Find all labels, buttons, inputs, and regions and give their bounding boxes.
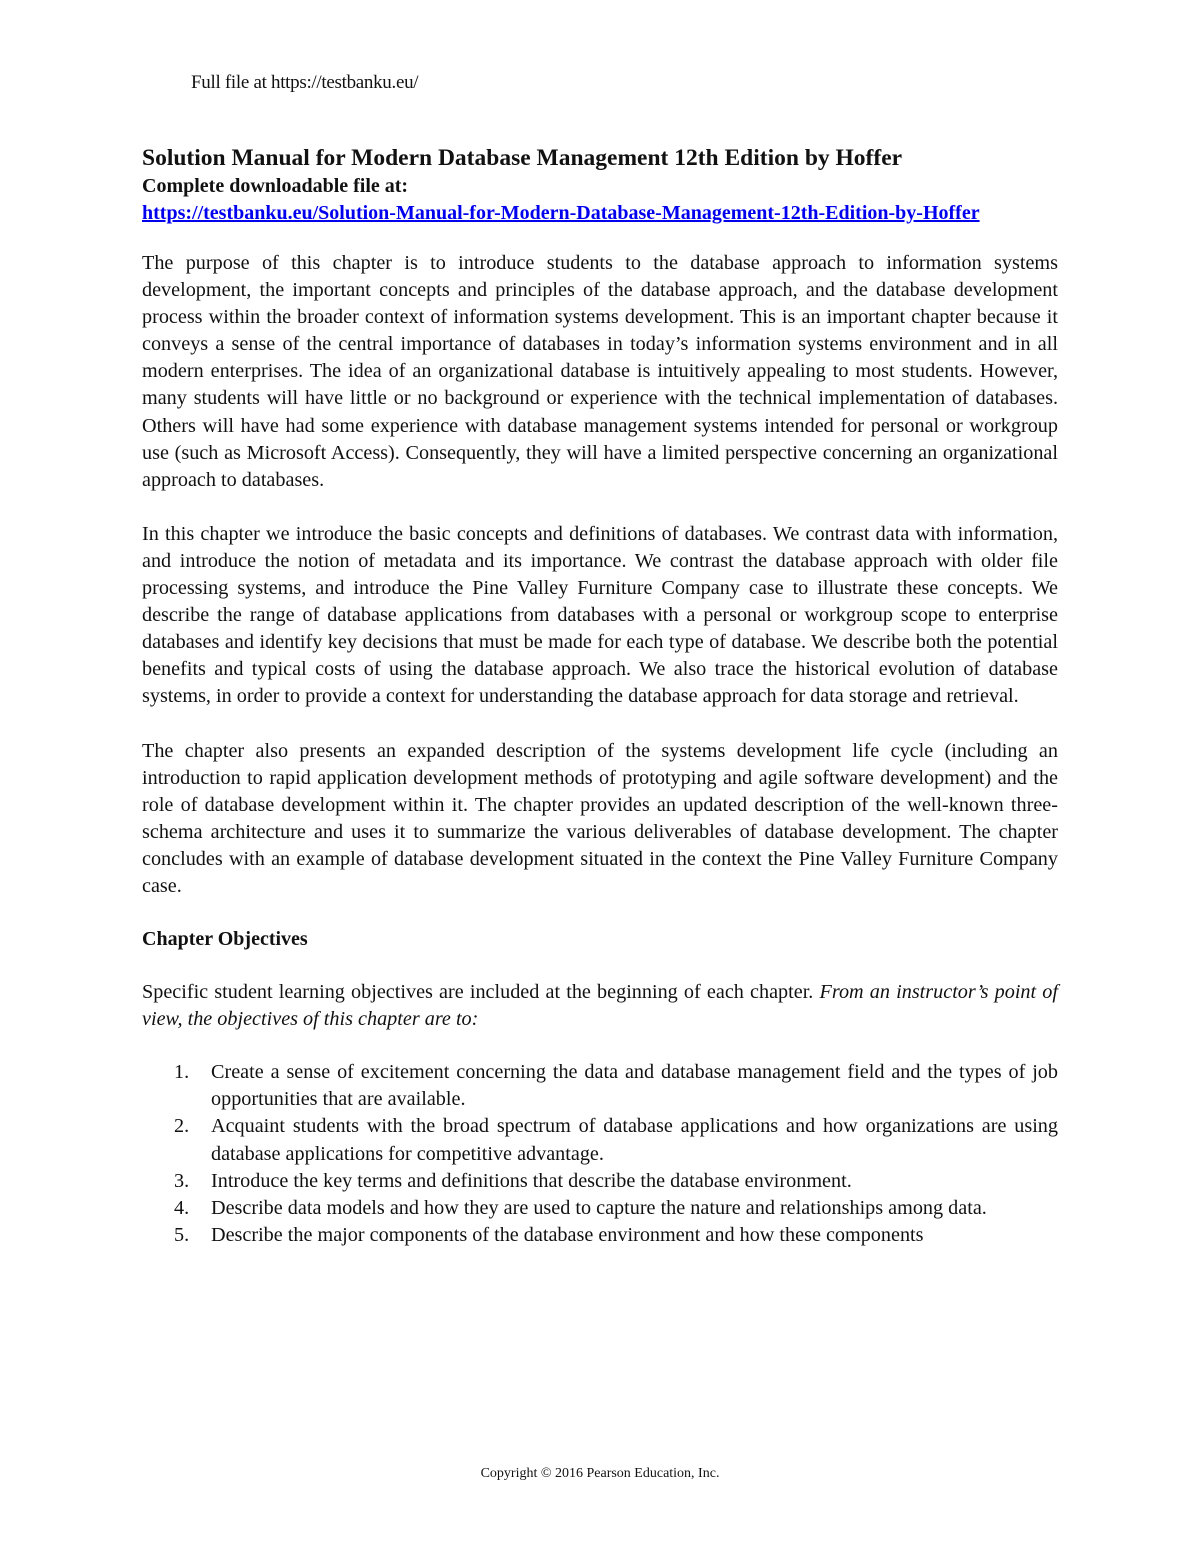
objective-number: 3.	[174, 1169, 190, 1192]
objective-item	[142, 1113, 1058, 1167]
objective-text: Acquaint students with the broad spectrum of database applications and how organizations are using database applications for competitive advantage.	[211, 1115, 1058, 1165]
objective-item	[142, 1059, 1058, 1113]
paragraph-concepts: In this chapter we introduce the basic concepts and definitions of databases. We contrast data with information, and introduce the notion of metadata and its importance. We contrast the database approach with older file processing systems, and introduce the Pine Valley Furniture Company case to illustrate these concepts. We describe the range of database applications from databases with a personal or workgroup scope to enterprise databases and identify key decisions that must be made for each type of database. We describe both the potential benefits and typical costs of using the database approach. We also trace the historical evolution of database systems, in order to provide a context for understanding the database approach for data storage and retrieval.	[142, 522, 1058, 708]
objective-text: Introduce the key terms and definitions that describe the database environment.	[211, 1169, 852, 1192]
objective-item	[142, 1195, 1058, 1222]
paragraph-sdlc: The chapter also presents an expanded description of the systems development life cycle (including an introduction to rapid application development methods of prototyping and agile software development) and the role of database development within it. The chapter provides an updated description of the well-known three-schema architecture and uses it to summarize the various deliverables of database development. The chapter concludes with an example of database development situated in the context the Pine Valley Furniture Company case.	[142, 739, 1058, 897]
objective-number: 2.	[174, 1115, 190, 1138]
document-body	[142, 143, 1058, 1249]
objective-item	[142, 1222, 1058, 1249]
objective-item	[142, 1168, 1058, 1195]
objectives-intro	[142, 979, 1058, 1033]
paragraph-purpose: The purpose of this chapter is to introduce students to the database approach to information systems development, the important concepts and principles of the database approach, and the database development process within the broader context of information systems development. This is an important chapter because it conveys a sense of the central importance of databases in today’s information systems environment and in all modern enterprises. The idea of an organizational database is intuitively appealing to most students. However, many students will have little or no background or experience with the technical implementation of databases. Others will have had some experience with database management systems intended for personal or workgroup use (such as Microsoft Access). Consequently, they will have a limited perspective concerning an organizational approach to databases.	[142, 252, 1058, 491]
objectives-heading: Chapter Objectives	[142, 928, 308, 951]
objective-number: 1.	[174, 1061, 190, 1084]
objective-text: Create a sense of excitement concerning the data and database management field and the types of job opportunities that are available.	[211, 1061, 1058, 1111]
document-title: Solution Manual for Modern Database Management 12th Edition by Hoffer	[142, 145, 903, 171]
download-link[interactable]: https://testbanku.eu/Solution-Manual-for-Modern-Database-Management-12th-Edition-by-Hoffer	[142, 202, 980, 224]
objectives-intro-italic: From an instructor’s point of view, the objectives of this chapter are to:	[142, 981, 1058, 1031]
objective-text: Describe the major components of the database environment and how these components	[211, 1223, 924, 1246]
objective-number: 4.	[174, 1196, 190, 1219]
objective-text: Describe data models and how they are used to capture the nature and relationships among data.	[211, 1196, 987, 1219]
objective-number: 5.	[174, 1223, 190, 1246]
download-subtitle: Complete downloadable file at:	[142, 175, 409, 197]
objectives-intro-text: Specific student learning objectives are included at the beginning of each chapter.	[142, 981, 814, 1004]
copyright-footer: Copyright © 2016 Pearson Education, Inc.	[480, 1466, 720, 1481]
header-note: Full file at https://testbanku.eu/	[191, 72, 419, 93]
objectives-list	[142, 1059, 1058, 1249]
